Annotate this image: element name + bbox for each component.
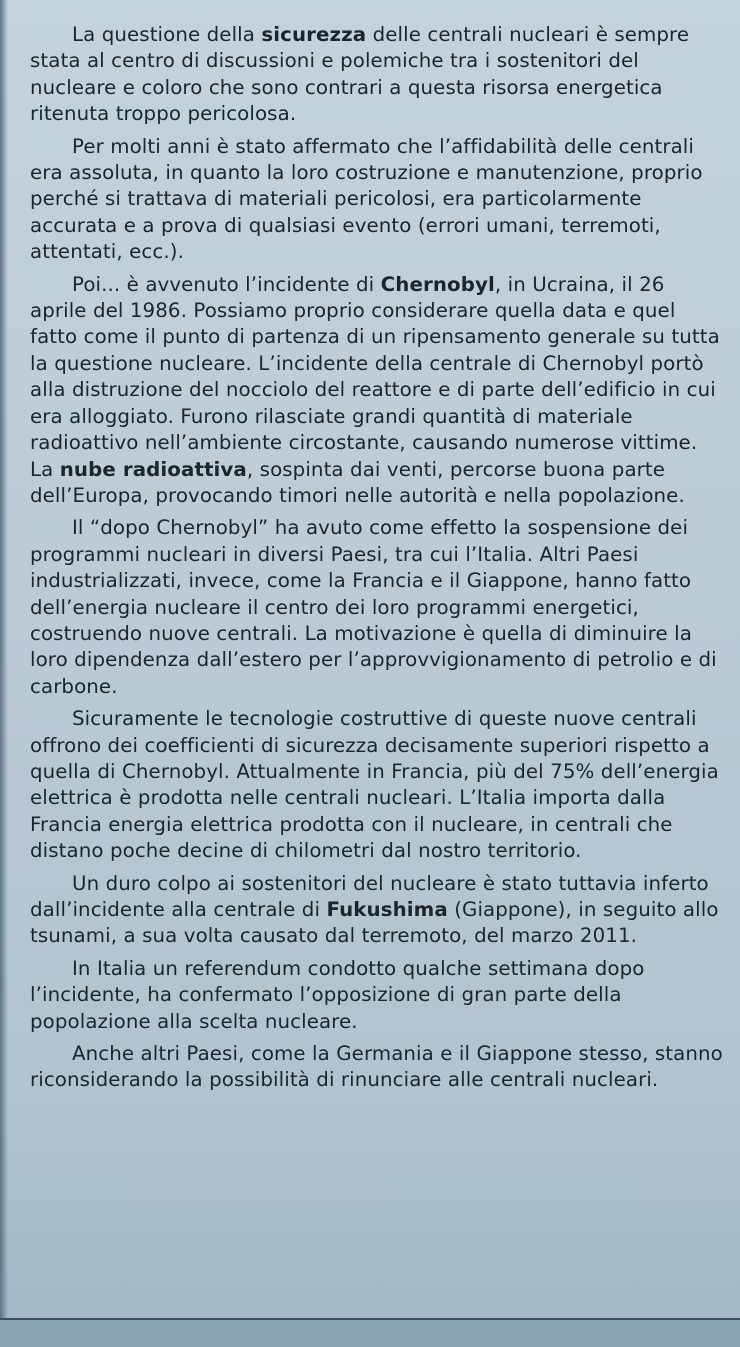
text-run: Per molti anni è stato affermato che l’affidabilità delle centrali era assoluta, in quanto la loro costruzione e manutenzione, proprio perché si trattava di materiali pericolosi, era particolarmente accurata e a prova di qualsiasi evento (errori umani, terremoti, attentati, ecc.). (30, 134, 703, 264)
bold-keyword: nube radioattiva (59, 457, 247, 481)
text-run: , sospinta dai venti, percorse buona parte dell’Europa, provocando timori nelle autorità e nella popolazione. (30, 457, 685, 507)
text-run: Un duro colpo ai sostenitori del nucleare è stato tuttavia inferto dall’incidente alla centrale di (30, 871, 709, 921)
paragraph-3 (30, 272, 726, 510)
paragraph-2 (30, 134, 726, 266)
bold-keyword: Fukushima (326, 898, 448, 921)
bold-keyword: sicurezza (261, 23, 367, 46)
bold-keyword: Chernobyl (380, 272, 495, 296)
paragraph-4 (30, 515, 726, 700)
text-run: La questione della (72, 23, 262, 46)
paragraph-8 (30, 1041, 726, 1094)
text-run: , in Ucraina, il 26 aprile del 1986. Possiamo proprio considerare quella data e quel fatto come il punto di partenza di un ripensamento generale su tutta la questione nucleare. L’incidente della centrale di Chernobyl portò alla distruzione del nocciolo del reattore e di parte dell’edificio in cui era alloggiato. Furono rilasciate grandi quantità di materiale radioattivo nell’ambiente circostante, causando numerose vittime. La (30, 272, 720, 481)
article-body (30, 22, 726, 1100)
text-run: delle centrali nucleari è sempre stata al centro di discussioni e polemiche tra i sostenitori del nucleare e coloro che sono contrari a questa risorsa energetica ritenuta troppo pericolosa. (30, 23, 690, 126)
paragraph-5 (30, 706, 726, 864)
text-run: Anche altri Paesi, come la Germania e il Giappone stesso, stanno riconsiderando la possibilità di rinunciare alle centrali nucleari. (30, 1042, 723, 1092)
text-run: (Giappone), in seguito allo tsunami, a sua volta causato dal terremoto, del marzo 2011. (30, 898, 719, 948)
binding-shadow (0, 0, 8, 1347)
paragraph-6 (30, 871, 726, 950)
text-run: Poi... è avvenuto l’incidente di (72, 272, 381, 296)
paragraph-7 (30, 956, 726, 1035)
text-run: Il “dopo Chernobyl” ha avuto come effetto la sospensione dei programmi nucleari in diversi Paesi, tra cui l’Italia. Altri Paesi industrializzati, invece, come la Francia e il Giappone, hanno fatto dell’energia nucleare il centro dei loro programmi energetici, costruendo nuove centrali. La motivazione è quella di diminuire la loro dipendenza dall’estero per l’approvvigionamento di petrolio e di carbone. (30, 516, 717, 698)
text-run: Sicuramente le tecnologie costruttive di queste nuove centrali offrono dei coefficienti di sicurezza decisamente superiori rispetto a quella di Chernobyl. Attualmente in Francia, più del 75% dell’energia elettrica è prodotta nelle centrali nucleari. L’Italia importa dalla Francia energia elettrica prodotta con il nucleare, in centrali che distano poche decine di chilometri dal nostro territorio. (30, 707, 719, 863)
bottom-band (0, 1320, 740, 1347)
paragraph-1 (30, 22, 726, 128)
text-run: In Italia un referendum condotto qualche settimana dopo l’incidente, ha confermato l’opposizione di gran parte della popolazione alla scelta nucleare. (30, 956, 645, 1033)
